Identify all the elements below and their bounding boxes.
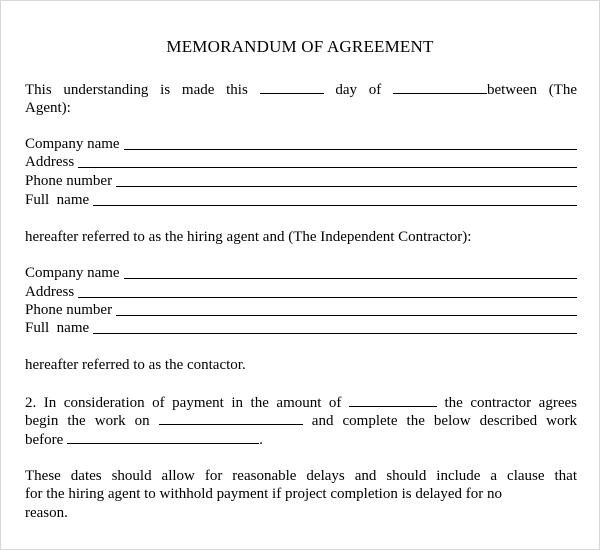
begin-text-2: and complete the below described work [311,413,577,429]
agent-address-field[interactable] [25,153,577,171]
intro-line-2: Agent): [25,100,71,116]
contractor-address-blank[interactable] [78,297,577,298]
payment-line [25,393,577,412]
contractor-company-name-label: Company name [25,265,120,281]
agent-address-label: Address [25,154,75,170]
begin-line [25,411,577,430]
agent-company-name-label: Company name [25,136,120,152]
month-blank[interactable] [393,80,487,94]
document-title: MEMORANDUM OF AGREEMENT [166,37,434,56]
payment-text-1: 2. In consideration of payment in the amount of [25,395,342,411]
agent-phone-label: Phone number [25,173,113,189]
agent-address-blank[interactable] [78,167,577,168]
begin-date-blank[interactable] [159,411,303,425]
before-end: . [259,432,263,448]
contractor-phone-label: Phone number [25,302,113,318]
begin-text-1: begin the work on [25,413,150,429]
dates-line-1: These dates should allow for reasonable delays and should include a clause that [25,468,577,484]
contractor-address-label: Address [25,284,75,300]
intro-text-1: This understanding is made this [25,82,248,98]
agent-full-name-blank[interactable] [93,205,577,206]
intro-text-3: between (The [486,82,578,98]
contractor-phone-blank[interactable] [116,315,577,316]
intro-line [25,80,577,99]
payment-text-2: the contractor agrees [444,395,577,411]
dates-line-2: for the hiring agent to withhold payment if project completion is delayed for no [25,486,502,502]
contractor-hereafter: hereafter referred to as the contactor. [25,357,246,373]
contractor-full-name-blank[interactable] [93,333,577,334]
agent-company-name-blank[interactable] [124,149,577,150]
day-blank[interactable] [260,80,324,94]
agent-full-name-field[interactable] [25,191,577,209]
agent-phone-field[interactable] [25,172,577,190]
before-date-blank[interactable] [67,430,259,444]
agent-phone-blank[interactable] [116,186,577,187]
payment-amount-blank[interactable] [349,393,437,407]
agent-hereafter: hereafter referred to as the hiring agent and (The Independent Contractor): [25,229,472,245]
before-line [25,430,577,449]
contractor-full-name-label: Full name [25,320,90,336]
contractor-company-name-blank[interactable] [124,278,577,279]
before-label: before [25,432,64,448]
agent-full-name-label: Full name [25,192,90,208]
contractor-address-field[interactable] [25,283,577,301]
dates-line-3: reason. [25,505,68,521]
intro-text-2: day of [335,82,382,98]
contractor-phone-field[interactable] [25,301,577,319]
contractor-full-name-field[interactable] [25,319,577,337]
agent-company-name-field[interactable] [25,135,577,153]
contractor-company-name-field[interactable] [25,264,577,282]
